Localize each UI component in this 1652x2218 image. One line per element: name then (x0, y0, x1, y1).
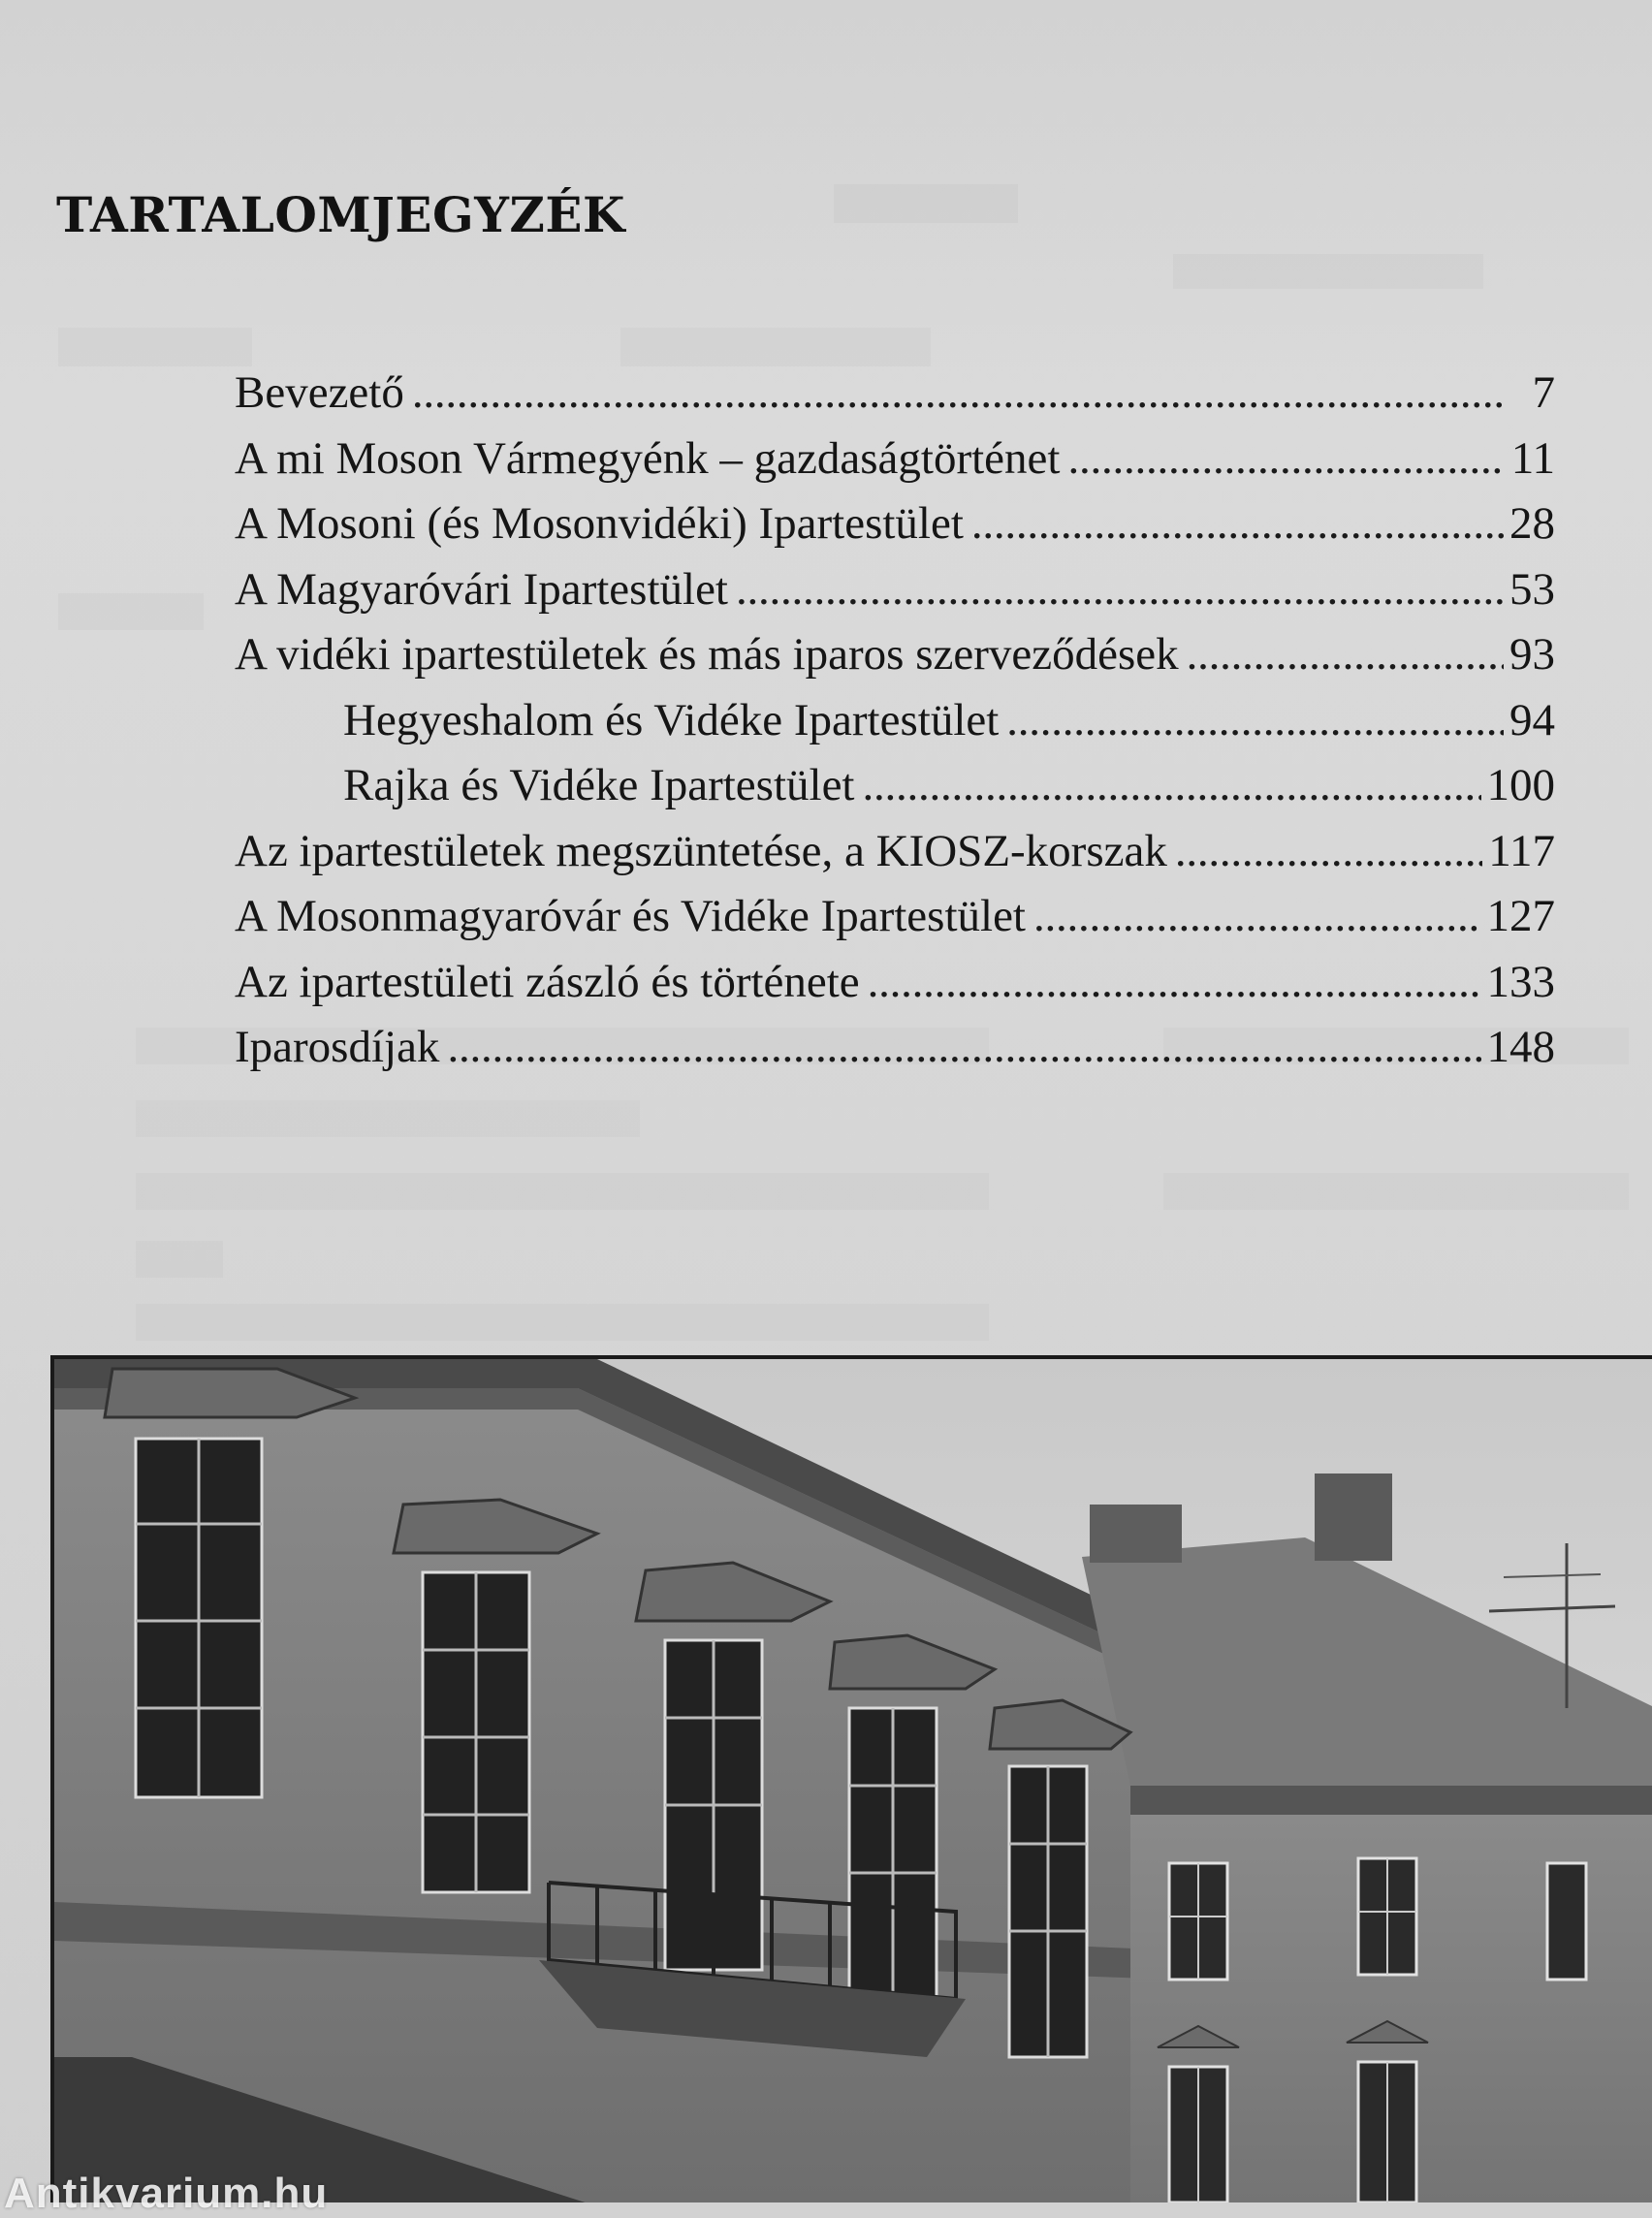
toc-dot-leader (1175, 825, 1482, 877)
toc-entry (235, 759, 1555, 825)
toc-entry (235, 956, 1555, 1022)
toc-entry (235, 890, 1555, 956)
toc-dot-leader (868, 956, 1481, 1008)
toc-entry-title: A vidéki ipartestületek és más iparos szerveződések (235, 629, 1179, 680)
toc-entry (235, 628, 1555, 694)
table-of-contents (235, 366, 1555, 1087)
toc-entry-page-number: 7 (1532, 367, 1555, 418)
toc-entry-title: A Mosoni (és Mosonvidéki) Ipartestület (235, 498, 964, 549)
toc-entry (235, 825, 1555, 891)
toc-dot-leader (1067, 432, 1505, 485)
toc-entry-page-number: 117 (1488, 825, 1555, 876)
toc-dot-leader (412, 366, 1527, 419)
toc-entry-title: Iparosdíjak (235, 1022, 440, 1072)
toc-entry-page-number: 93 (1509, 629, 1555, 680)
toc-entry (235, 1021, 1555, 1087)
toc-entry-page-number: 127 (1486, 891, 1555, 941)
toc-entry-page-number: 148 (1486, 1022, 1555, 1072)
toc-entry-page-number: 100 (1486, 760, 1555, 810)
toc-entry-page-number: 11 (1510, 432, 1555, 484)
toc-entry-page-number: 53 (1509, 563, 1555, 615)
toc-dot-leader (863, 759, 1481, 811)
toc-entry-title: A Magyaróvári Ipartestület (235, 563, 728, 615)
toc-entry-title: Bevezető (235, 367, 404, 418)
toc-entry (235, 563, 1555, 629)
toc-entry (235, 694, 1555, 760)
toc-entry-title: Rajka és Vidéke Ipartestület (343, 760, 855, 810)
toc-dot-leader (971, 497, 1504, 550)
toc-entry-title: Az ipartestületek megszüntetése, a KIOSZ-korszak (235, 825, 1167, 876)
toc-entry-title: Hegyeshalom és Vidéke Ipartestület (343, 694, 1000, 745)
toc-entry-page-number: 133 (1486, 956, 1555, 1007)
toc-entry (235, 366, 1555, 432)
toc-entry-title: A Mosonmagyaróvár és Vidéke Ipartestület (235, 891, 1026, 941)
historic-building-photo-icon (54, 1359, 1652, 2202)
toc-entry (235, 432, 1555, 498)
toc-entry (235, 497, 1555, 563)
toc-dot-leader (1187, 628, 1504, 681)
toc-dot-leader (447, 1021, 1480, 1073)
toc-entry-page-number: 94 (1509, 694, 1555, 745)
page-title: TARTALOMJEGYZÉK (56, 186, 625, 243)
toc-entry-page-number: 28 (1509, 498, 1555, 549)
historic-building-photo (50, 1355, 1652, 2202)
toc-entry-title: Az ipartestületi zászló és története (235, 956, 860, 1007)
watermark: Antikvarium.hu (4, 2170, 329, 2217)
toc-entry-title: A mi Moson Vármegyénk – gazdaságtörténet (235, 432, 1061, 484)
toc-dot-leader (1006, 694, 1504, 746)
toc-dot-leader (736, 563, 1504, 616)
toc-dot-leader (1033, 890, 1481, 942)
